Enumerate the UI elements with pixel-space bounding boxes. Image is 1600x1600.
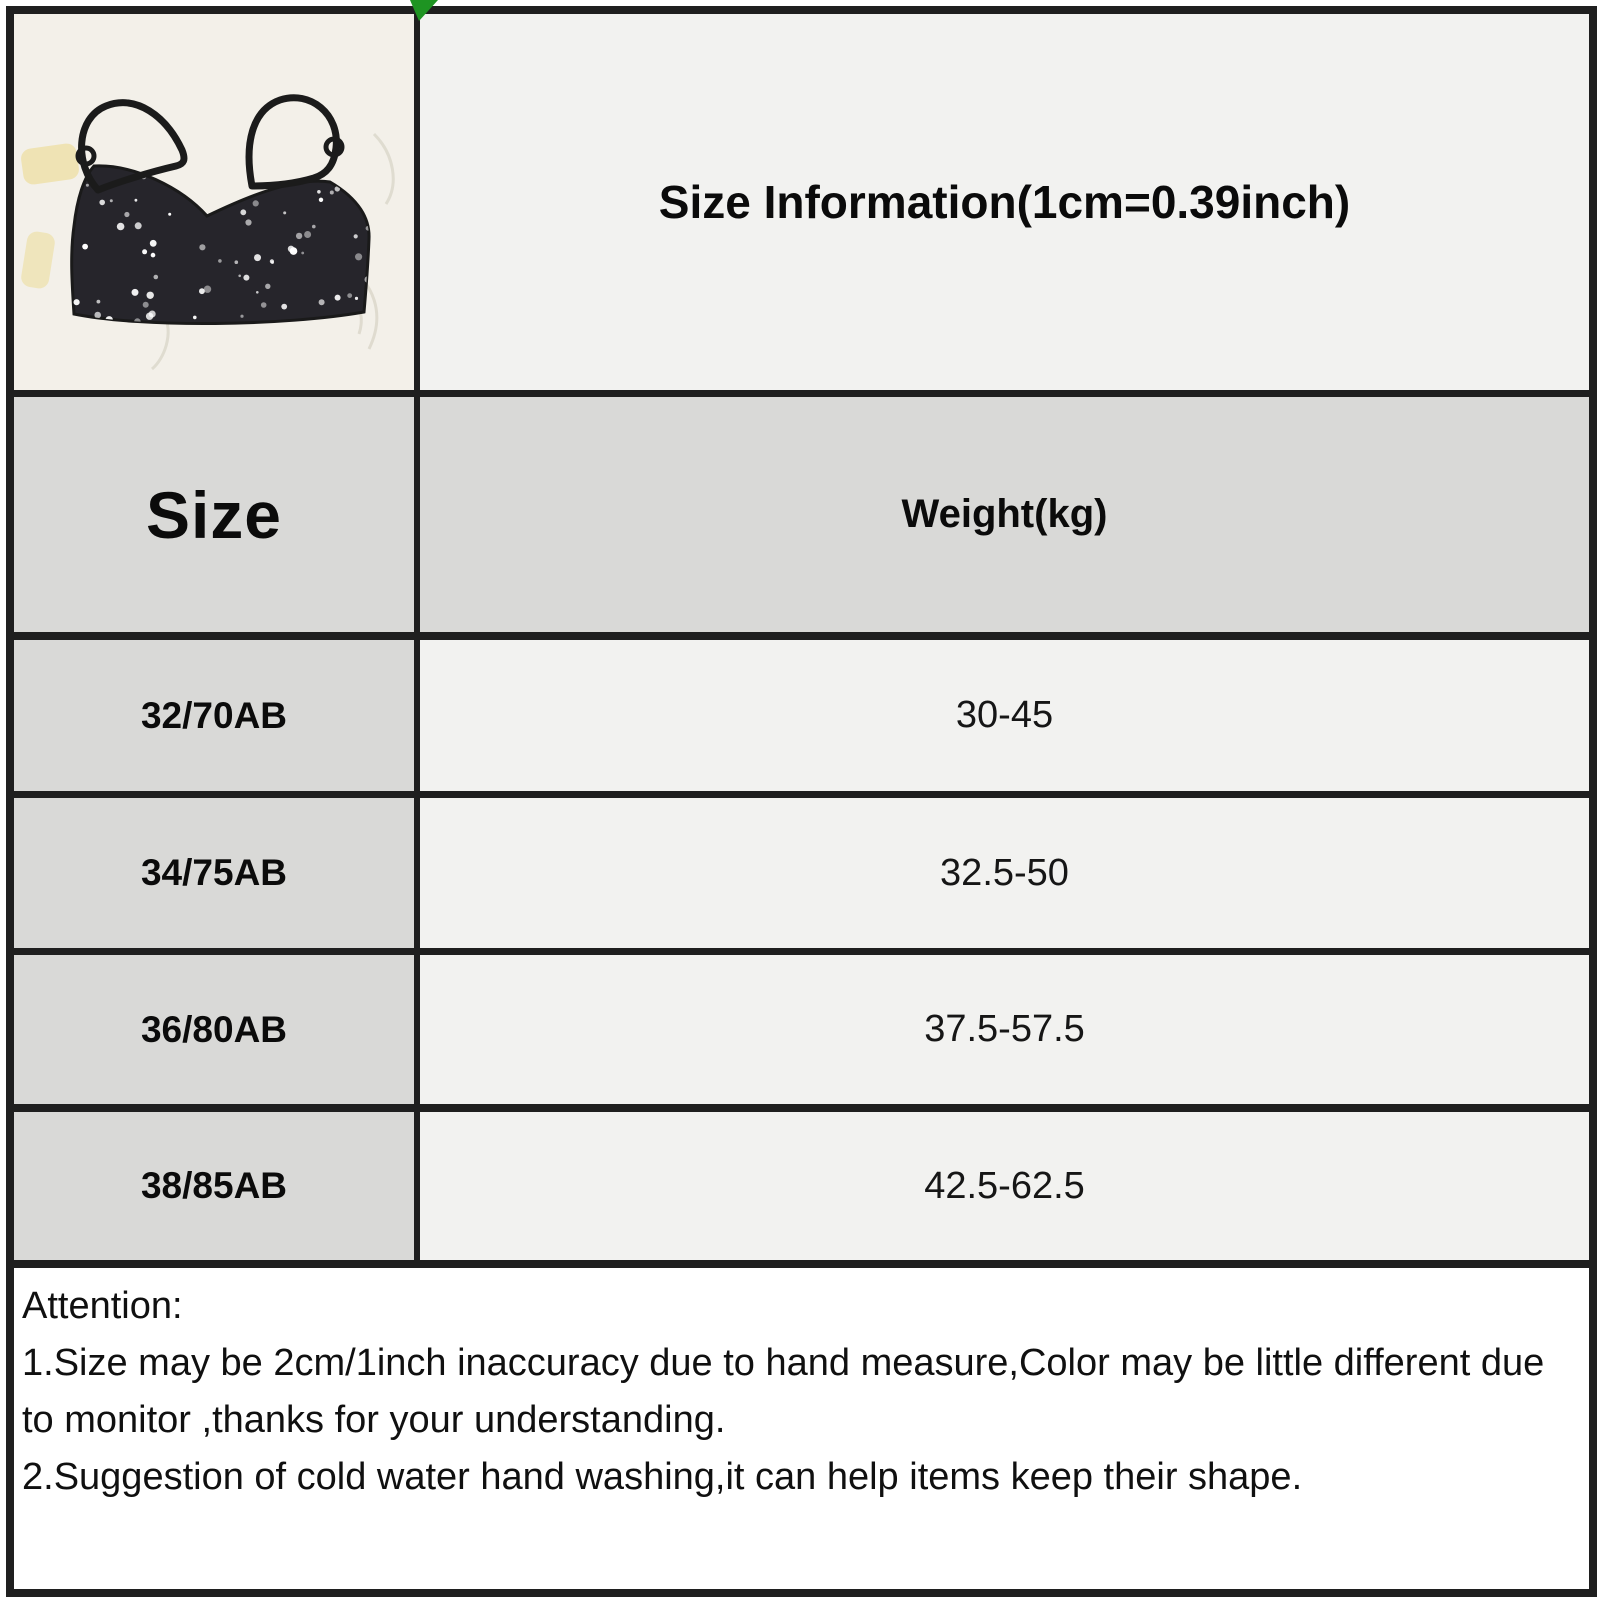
size-information-title: Size Information(1cm=0.39inch) (658, 176, 1351, 228)
table-row (14, 640, 1589, 798)
size-value-cell: 38/85AB (14, 1112, 420, 1260)
size-value-cell: 32/70AB (14, 640, 420, 791)
size-column-label: Size (145, 477, 283, 552)
table-row (14, 798, 1589, 955)
column-header-size (14, 397, 420, 632)
attention-line-2: 2.Suggestion of cold water hand washing,it can help items keep their shape. (22, 1456, 1303, 1498)
bra-photo-illustration (14, 14, 414, 390)
attention-line-1: 1.Size may be 2cm/1inch inaccuracy due to hand measure,Color may be little different due to monitor ,thanks for your understanding. (22, 1342, 1545, 1441)
attention-heading: Attention: (22, 1285, 183, 1327)
table-row (14, 1112, 1589, 1268)
size-value-cell: 36/80AB (14, 955, 420, 1104)
weight-value-cell: 32.5-50 (420, 798, 1589, 948)
weight-value-cell: 30-45 (420, 640, 1589, 791)
table-row (14, 955, 1589, 1112)
size-table (6, 6, 1597, 1597)
weight-value-cell: 37.5-57.5 (420, 955, 1589, 1104)
weight-value-cell: 42.5-62.5 (420, 1112, 1589, 1260)
attention-section (14, 1268, 1589, 1589)
product-photo (14, 14, 420, 390)
weight-column-label: Weight(kg) (901, 492, 1108, 536)
column-header-weight (420, 397, 1589, 632)
attention-text-block (14, 1268, 1589, 1589)
green-corner-mark (410, 0, 440, 22)
table-header-row (14, 397, 1589, 640)
size-value-cell: 34/75AB (14, 798, 420, 948)
top-row (14, 14, 1589, 397)
size-information-header (420, 14, 1589, 390)
